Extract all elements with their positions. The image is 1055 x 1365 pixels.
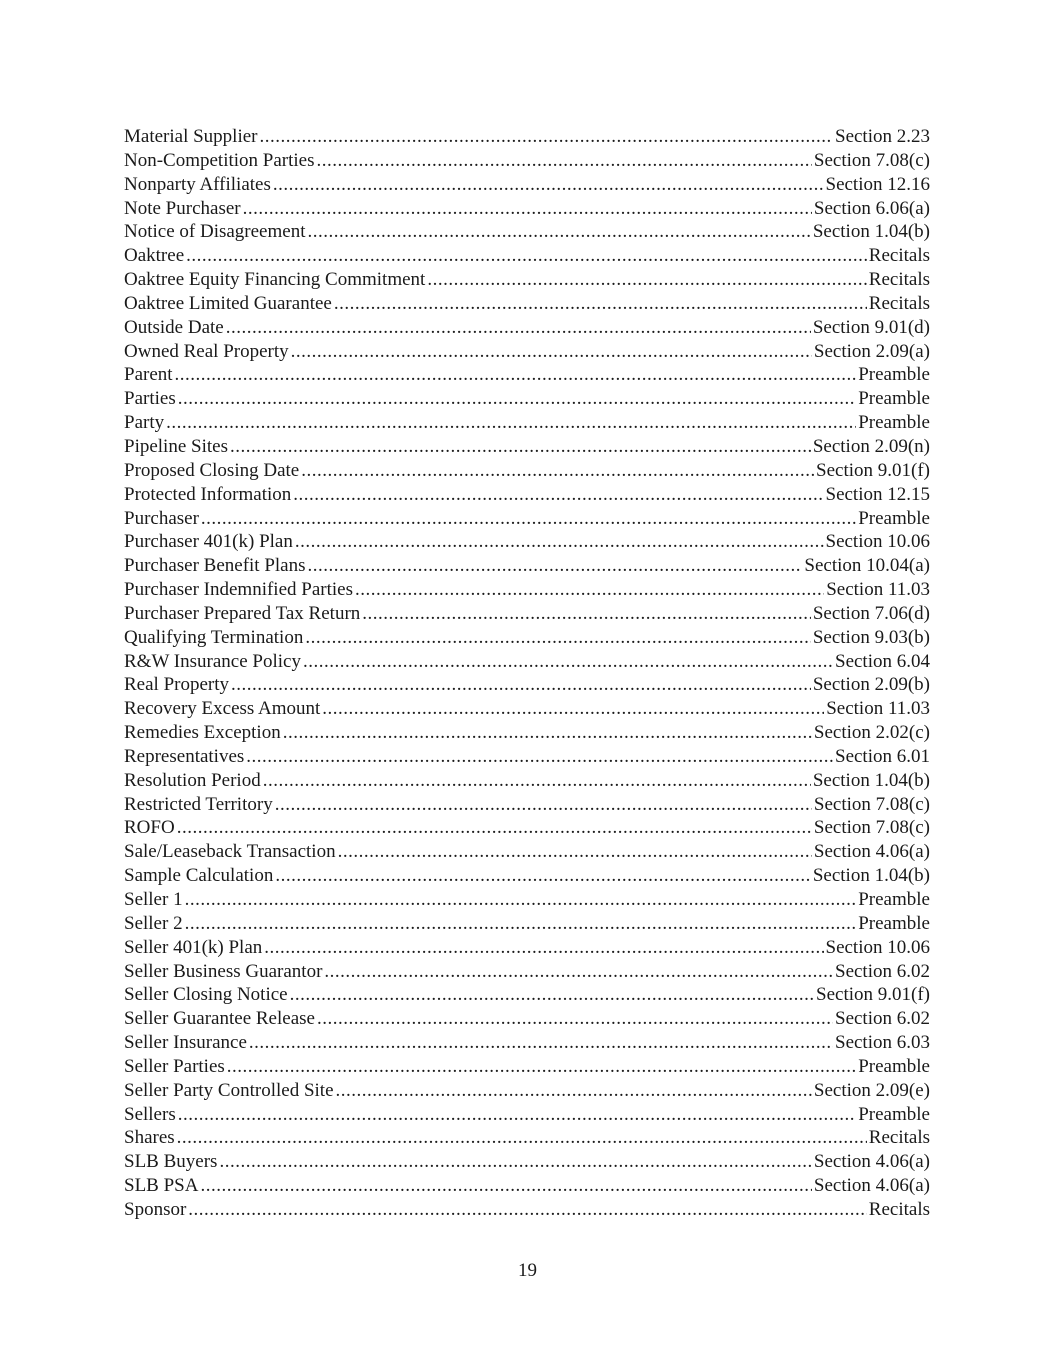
index-entry bbox=[124, 888, 930, 912]
dot-leader bbox=[186, 244, 867, 268]
dot-leader bbox=[200, 1174, 811, 1198]
index-term: Oaktree Limited Guarantee bbox=[124, 292, 332, 314]
index-term: Real Property bbox=[124, 674, 230, 696]
index-section-reference: Preamble bbox=[858, 912, 930, 934]
index-term: Sample Calculation bbox=[124, 865, 274, 887]
dot-leader bbox=[175, 363, 857, 387]
index-section-reference: Section 7.08(c) bbox=[813, 149, 930, 171]
index-term: Sellers bbox=[124, 1103, 176, 1125]
index-entry bbox=[124, 1126, 930, 1150]
index-entry bbox=[124, 197, 930, 221]
index-entry bbox=[124, 1150, 930, 1174]
index-section-reference: Section 6.03 bbox=[835, 1032, 930, 1054]
dot-leader bbox=[201, 507, 856, 531]
index-section-reference: Section 10.06 bbox=[825, 531, 930, 553]
dot-leader bbox=[249, 1031, 833, 1055]
index-term: Protected Information bbox=[124, 483, 292, 505]
index-term: SLB PSA bbox=[124, 1175, 199, 1197]
index-section-reference: Recitals bbox=[868, 292, 930, 314]
index-term: SLB Buyers bbox=[124, 1151, 218, 1173]
index-entry bbox=[124, 340, 930, 364]
dot-leader bbox=[230, 435, 811, 459]
index-term: Seller Guarantee Release bbox=[124, 1008, 315, 1030]
index-term: Outside Date bbox=[124, 316, 224, 338]
dot-leader bbox=[336, 1079, 812, 1103]
index-entry bbox=[124, 411, 930, 435]
index-entry bbox=[124, 173, 930, 197]
index-term: Seller 1 bbox=[124, 889, 183, 910]
index-section-reference: Section 10.06 bbox=[825, 936, 930, 958]
index-entry bbox=[124, 220, 930, 244]
index-section-reference: Preamble bbox=[858, 507, 930, 529]
index-section-reference: Section 1.04(b) bbox=[812, 865, 930, 887]
dot-leader bbox=[275, 864, 811, 888]
index-entry bbox=[124, 1103, 930, 1127]
index-section-reference: Section 6.04 bbox=[835, 650, 930, 672]
dot-leader bbox=[177, 1126, 867, 1150]
index-term: Sponsor bbox=[124, 1198, 187, 1220]
index-term: Seller Insurance bbox=[124, 1032, 247, 1054]
dot-leader bbox=[293, 483, 823, 507]
index-term: Recovery Excess Amount bbox=[124, 698, 321, 720]
index-term: Oaktree Equity Financing Commitment bbox=[124, 269, 426, 291]
index-entry bbox=[124, 1174, 930, 1198]
index-entry bbox=[124, 697, 930, 721]
dot-leader bbox=[362, 602, 811, 626]
index-term: Seller 401(k) Plan bbox=[124, 936, 263, 958]
index-term: Proposed Closing Date bbox=[124, 459, 300, 481]
dot-leader bbox=[291, 340, 812, 364]
index-section-reference: Preamble bbox=[858, 1103, 930, 1125]
index-term: Purchaser Indemnified Parties bbox=[124, 579, 353, 601]
dot-leader bbox=[317, 149, 812, 173]
index-term: Resolution Period bbox=[124, 769, 261, 791]
index-section-reference: Section 9.01(f) bbox=[816, 984, 930, 1006]
index-term: Seller Party Controlled Site bbox=[124, 1079, 334, 1101]
index-section-reference: Section 6.01 bbox=[835, 745, 930, 767]
dot-leader bbox=[290, 983, 814, 1007]
dot-leader bbox=[188, 1198, 867, 1222]
index-section-reference: Section 1.04(b) bbox=[812, 769, 930, 791]
index-section-reference: Section 2.09(n) bbox=[812, 435, 930, 457]
index-term: Sale/Leaseback Transaction bbox=[124, 841, 336, 863]
index-entry bbox=[124, 363, 930, 387]
index-entry bbox=[124, 268, 930, 292]
index-term: Notice of Disagreement bbox=[124, 221, 306, 243]
index-term: Parent bbox=[124, 364, 173, 386]
index-section-reference: Section 2.02(c) bbox=[813, 722, 930, 744]
index-section-reference: Section 4.06(a) bbox=[813, 1151, 930, 1173]
index-section-reference: Section 11.03 bbox=[826, 698, 930, 720]
index-term: Restricted Territory bbox=[124, 793, 273, 815]
index-entry bbox=[124, 912, 930, 936]
defined-terms-index bbox=[124, 125, 930, 1222]
dot-leader bbox=[246, 745, 833, 769]
index-term: Oaktree bbox=[124, 245, 185, 267]
dot-leader bbox=[260, 125, 834, 149]
index-term: Purchaser bbox=[124, 507, 199, 529]
index-entry bbox=[124, 459, 930, 483]
index-section-reference: Preamble bbox=[858, 412, 930, 434]
index-entry bbox=[124, 1079, 930, 1103]
index-term: ROFO bbox=[124, 817, 175, 839]
index-entry bbox=[124, 554, 930, 578]
index-entry bbox=[124, 387, 930, 411]
index-section-reference: Section 9.03(b) bbox=[812, 626, 930, 648]
index-section-reference: Section 9.01(d) bbox=[812, 316, 930, 338]
index-entry bbox=[124, 650, 930, 674]
index-entry bbox=[124, 578, 930, 602]
index-entry bbox=[124, 745, 930, 769]
dot-leader bbox=[263, 769, 811, 793]
dot-leader bbox=[303, 650, 833, 674]
index-section-reference: Section 2.09(b) bbox=[812, 674, 930, 696]
dot-leader bbox=[301, 459, 814, 483]
index-entry bbox=[124, 602, 930, 626]
dot-leader bbox=[185, 888, 857, 912]
index-entry bbox=[124, 673, 930, 697]
index-term: Non-Competition Parties bbox=[124, 149, 315, 171]
dot-leader bbox=[283, 721, 812, 745]
index-term: Party bbox=[124, 412, 165, 434]
index-entry bbox=[124, 769, 930, 793]
index-entry bbox=[124, 530, 930, 554]
index-section-reference: Section 6.02 bbox=[835, 1008, 930, 1030]
index-term: Shares bbox=[124, 1127, 175, 1149]
dot-leader bbox=[219, 1150, 811, 1174]
index-entry bbox=[124, 840, 930, 864]
index-term: Material Supplier bbox=[124, 126, 258, 147]
dot-leader bbox=[305, 626, 811, 650]
index-term: Purchaser Prepared Tax Return bbox=[124, 602, 361, 624]
index-term: Purchaser 401(k) Plan bbox=[124, 531, 293, 553]
index-section-reference: Recitals bbox=[868, 269, 930, 291]
index-section-reference: Preamble bbox=[858, 889, 930, 910]
index-term: Owned Real Property bbox=[124, 340, 289, 362]
index-term: Nonparty Affiliates bbox=[124, 173, 271, 195]
dot-leader bbox=[264, 936, 823, 960]
index-entry bbox=[124, 149, 930, 173]
index-section-reference: Section 2.23 bbox=[835, 126, 930, 147]
index-entry bbox=[124, 960, 930, 984]
index-term: Parties bbox=[124, 388, 176, 410]
index-term: Purchaser Benefit Plans bbox=[124, 555, 306, 577]
dot-leader bbox=[334, 292, 867, 316]
index-entry bbox=[124, 316, 930, 340]
dot-leader bbox=[273, 173, 824, 197]
index-term: Seller 2 bbox=[124, 912, 183, 934]
dot-leader bbox=[226, 316, 811, 340]
dot-leader bbox=[322, 697, 824, 721]
dot-leader bbox=[178, 1103, 857, 1127]
index-section-reference: Section 4.06(a) bbox=[813, 1175, 930, 1197]
index-entry bbox=[124, 793, 930, 817]
index-entry bbox=[124, 507, 930, 531]
dot-leader bbox=[355, 578, 824, 602]
index-term: Representatives bbox=[124, 745, 245, 767]
index-term: Remedies Exception bbox=[124, 722, 281, 744]
index-section-reference: Section 7.08(c) bbox=[813, 793, 930, 815]
dot-leader bbox=[166, 411, 856, 435]
dot-leader bbox=[427, 268, 866, 292]
dot-leader bbox=[275, 793, 812, 817]
index-section-reference: Section 7.06(d) bbox=[812, 602, 930, 624]
index-entry bbox=[124, 125, 930, 149]
index-entry bbox=[124, 244, 930, 268]
dot-leader bbox=[324, 960, 833, 984]
index-section-reference: Section 7.08(c) bbox=[813, 817, 930, 839]
index-term: Seller Closing Notice bbox=[124, 984, 288, 1006]
dot-leader bbox=[307, 220, 810, 244]
index-section-reference: Section 4.06(a) bbox=[813, 841, 930, 863]
index-section-reference: Section 12.16 bbox=[825, 173, 930, 195]
index-section-reference: Recitals bbox=[868, 245, 930, 267]
dot-leader bbox=[185, 912, 857, 936]
index-section-reference: Section 6.06(a) bbox=[813, 197, 930, 219]
dot-leader bbox=[227, 1055, 856, 1079]
index-entry bbox=[124, 626, 930, 650]
index-entry bbox=[124, 1031, 930, 1055]
index-section-reference: Section 10.04(a) bbox=[804, 555, 930, 577]
index-entry bbox=[124, 864, 930, 888]
index-term: R&W Insurance Policy bbox=[124, 650, 301, 672]
dot-leader bbox=[308, 554, 803, 578]
page-number: 19 bbox=[518, 1260, 537, 1281]
index-section-reference: Section 12.15 bbox=[825, 483, 930, 505]
index-section-reference: Section 2.09(a) bbox=[813, 340, 930, 362]
dot-leader bbox=[295, 530, 824, 554]
index-entry bbox=[124, 483, 930, 507]
index-section-reference: Recitals bbox=[868, 1127, 930, 1149]
index-entry bbox=[124, 1007, 930, 1031]
index-section-reference: Recitals bbox=[868, 1198, 930, 1220]
index-entry bbox=[124, 816, 930, 840]
dot-leader bbox=[338, 840, 812, 864]
index-section-reference: Preamble bbox=[858, 364, 930, 386]
dot-leader bbox=[243, 197, 812, 221]
index-section-reference: Section 11.03 bbox=[826, 579, 930, 601]
dot-leader bbox=[178, 387, 857, 411]
index-term: Note Purchaser bbox=[124, 197, 241, 219]
index-entry bbox=[124, 1055, 930, 1079]
dot-leader bbox=[317, 1007, 833, 1031]
index-entry bbox=[124, 983, 930, 1007]
index-section-reference: Section 6.02 bbox=[835, 960, 930, 982]
index-term: Qualifying Termination bbox=[124, 626, 304, 648]
index-term: Seller Parties bbox=[124, 1055, 225, 1077]
index-section-reference: Preamble bbox=[858, 1055, 930, 1077]
dot-leader bbox=[177, 816, 812, 840]
index-term: Seller Business Guarantor bbox=[124, 960, 323, 982]
index-entry bbox=[124, 292, 930, 316]
index-entry bbox=[124, 721, 930, 745]
index-term: Pipeline Sites bbox=[124, 435, 228, 457]
index-section-reference: Section 1.04(b) bbox=[812, 221, 930, 243]
index-section-reference: Section 9.01(f) bbox=[816, 459, 930, 481]
index-section-reference: Preamble bbox=[858, 388, 930, 410]
index-entry bbox=[124, 1198, 930, 1222]
dot-leader bbox=[231, 673, 811, 697]
index-entry bbox=[124, 936, 930, 960]
index-entry bbox=[124, 435, 930, 459]
index-section-reference: Section 2.09(e) bbox=[813, 1079, 930, 1101]
